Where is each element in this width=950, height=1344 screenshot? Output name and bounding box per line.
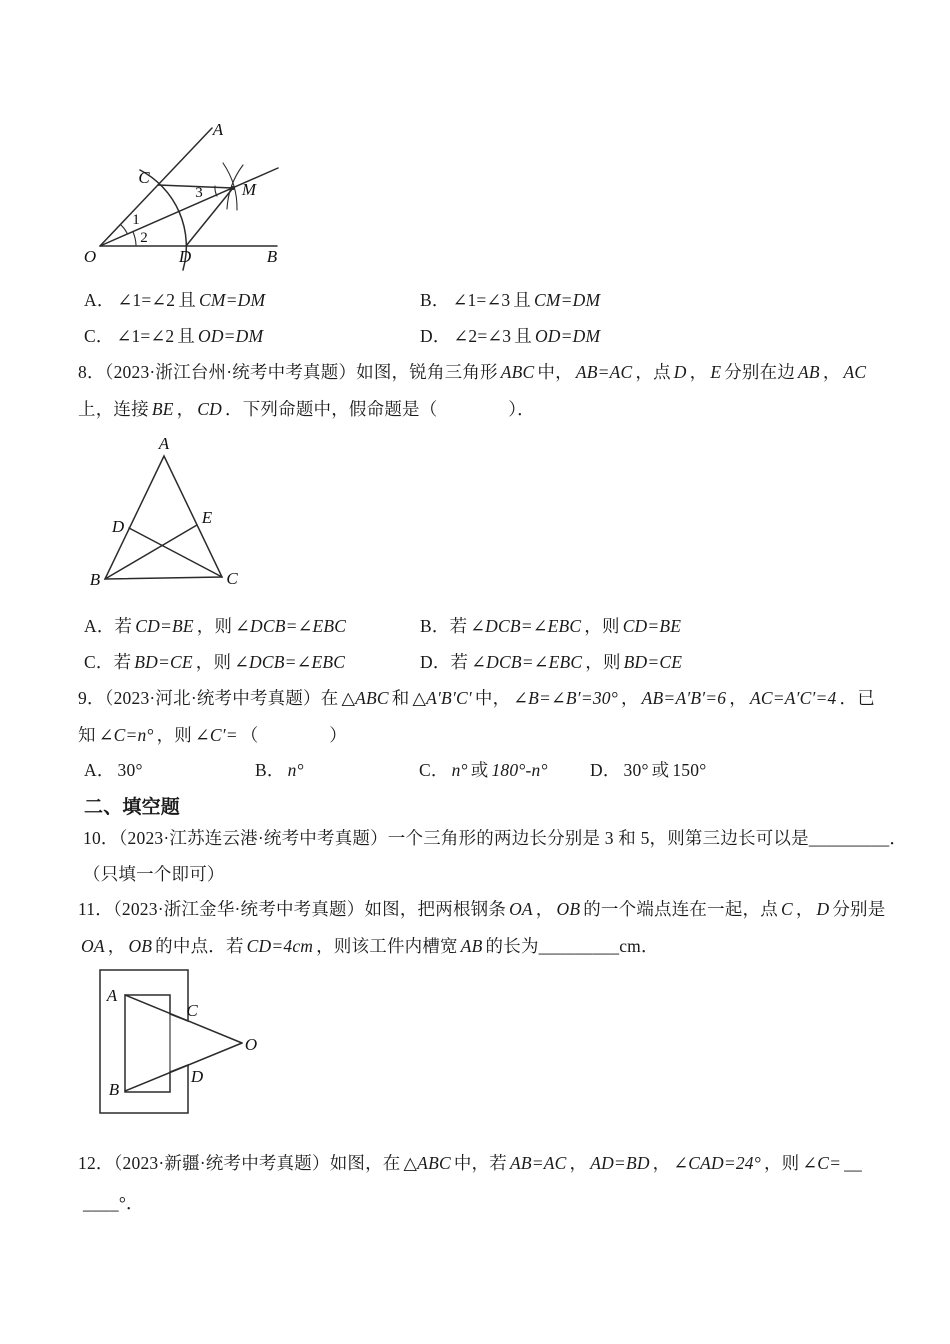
text-segment: 且 xyxy=(514,326,532,346)
text-segment: CD=BE xyxy=(622,616,682,636)
q9-option-d xyxy=(590,758,709,782)
q7-option-d xyxy=(420,324,603,348)
fig1-segment-dm xyxy=(186,188,233,246)
text-segment: 9．（2023·河北·统考中考真题）在 xyxy=(78,688,339,708)
text-segment: C．若 xyxy=(84,652,132,672)
text-segment: AD=BD xyxy=(590,1153,650,1173)
q8-option-c xyxy=(84,650,348,674)
text-segment: AB xyxy=(798,362,820,382)
text-segment: A．若 xyxy=(84,616,133,636)
text-segment: ____ xyxy=(83,1193,119,1213)
q11-text-line1 xyxy=(78,897,885,921)
fig2-triangle-abc xyxy=(85,435,250,600)
text-segment: ，则 xyxy=(156,725,193,745)
text-segment: _________ xyxy=(538,936,620,956)
text-segment: __ xyxy=(844,1153,863,1173)
text-segment: △ABC xyxy=(341,688,389,708)
q9-text-line1 xyxy=(78,686,875,710)
text-segment: 或 xyxy=(470,760,489,780)
text-segment: D． xyxy=(420,326,451,346)
text-segment: B． xyxy=(255,760,285,780)
text-segment: ．下列命题中，假命题是（ ）． xyxy=(225,399,535,419)
text-segment: 中，若 xyxy=(453,1153,507,1173)
text-segment: OD=DM xyxy=(197,326,264,346)
text-segment: ABC xyxy=(500,362,535,382)
fig3-label-b: B xyxy=(108,1080,120,1099)
text-segment: _________ xyxy=(808,828,890,848)
q12-text-line1 xyxy=(78,1151,862,1175)
fig1-label-a: A xyxy=(212,120,224,139)
text-segment: ， xyxy=(535,899,554,919)
text-segment: 的一个端点连在一起，点 xyxy=(583,899,778,919)
text-segment: ∠1=∠3 xyxy=(452,290,511,310)
fig3-workpiece-slot-diagram xyxy=(95,965,270,1125)
fig3-label-o: O xyxy=(244,1035,258,1054)
text-segment: ， xyxy=(176,399,195,419)
q7-option-c xyxy=(84,324,266,348)
text-segment: ∠1=∠2 xyxy=(116,326,175,346)
text-segment: 知 xyxy=(78,725,96,745)
text-segment: ∠DCB=∠EBC xyxy=(234,652,346,672)
text-segment: AB=A′B′=6 xyxy=(641,688,727,708)
text-segment: AB=AC xyxy=(509,1153,567,1173)
fig3-label-c: C xyxy=(186,1001,198,1020)
text-segment: ，则 xyxy=(584,616,620,636)
fig1-label-c: C xyxy=(138,168,150,187)
text-segment: ∠CAD=24° xyxy=(673,1153,761,1173)
text-segment: AB=AC xyxy=(575,362,633,382)
q10-text-line2 xyxy=(83,862,225,886)
text-segment: 且 xyxy=(177,326,195,346)
fig1-label-angle3: 3 xyxy=(195,185,203,201)
text-segment: 180°-n° xyxy=(491,760,548,780)
text-segment: BD=CE xyxy=(134,652,193,672)
fig1-label-m: M xyxy=(241,180,257,199)
text-segment: ∠DCB=∠EBC xyxy=(235,616,347,636)
text-segment: D．若 xyxy=(420,652,469,672)
text-segment: n° xyxy=(451,760,468,780)
text-segment: 中， xyxy=(474,688,511,708)
text-segment: ∠DCB=∠EBC xyxy=(470,616,582,636)
text-segment: 和 xyxy=(391,688,410,708)
text-segment: OA xyxy=(81,936,105,956)
q9-option-b xyxy=(255,758,307,782)
q12-text-line2 xyxy=(83,1191,144,1215)
text-segment: ，则 xyxy=(585,652,621,672)
text-segment: 的长为 xyxy=(485,936,539,956)
text-segment: 150° xyxy=(672,760,707,780)
text-segment: D． xyxy=(590,760,621,780)
text-segment: CD=4cm xyxy=(246,936,314,956)
text-segment: ， xyxy=(652,1153,671,1173)
text-segment: ， xyxy=(689,362,708,382)
text-segment: 的中点．若 xyxy=(155,936,244,956)
text-segment: °． xyxy=(118,1193,144,1213)
text-segment: CM=DM xyxy=(533,290,601,310)
text-segment: CM=DM xyxy=(198,290,266,310)
text-segment: ∠DCB=∠EBC xyxy=(471,652,583,672)
text-segment: 中， xyxy=(537,362,573,382)
text-segment: C xyxy=(780,899,793,919)
text-segment: ， xyxy=(569,1153,588,1173)
text-segment: （ ） xyxy=(240,725,347,745)
text-segment: 12．（2023·新疆·统考中考真题）如图，在 xyxy=(78,1153,401,1173)
text-segment: AB xyxy=(460,936,483,956)
text-segment: 分别是 xyxy=(832,899,886,919)
text-segment: ， xyxy=(107,936,126,956)
text-segment: A． xyxy=(84,760,115,780)
text-segment: OB xyxy=(556,899,581,919)
text-segment: 或 xyxy=(651,760,670,780)
text-segment: 分别在边 xyxy=(724,362,796,382)
text-segment: CD xyxy=(197,399,223,419)
text-segment: ∠2=∠3 xyxy=(453,326,512,346)
fig1-angle-bisector-construction xyxy=(60,105,300,280)
text-segment: CD=BE xyxy=(135,616,194,636)
text-segment: C． xyxy=(84,326,114,346)
q8-option-a xyxy=(84,614,349,638)
text-segment: 且 xyxy=(178,290,196,310)
text-segment: 8．（2023·浙江台州·统考中考真题）如图，锐角三角形 xyxy=(78,362,498,382)
text-segment: D xyxy=(816,899,830,919)
text-segment: ， xyxy=(795,899,814,919)
fig2-segment-cd xyxy=(129,528,222,577)
text-segment: E xyxy=(710,362,722,382)
text-segment: △A′B′C′ xyxy=(412,688,472,708)
text-segment: A． xyxy=(84,290,115,310)
fig1-angle1-arc xyxy=(121,225,127,233)
text-segment: ，则 xyxy=(763,1153,800,1173)
fig2-label-d: D xyxy=(111,517,125,536)
q9-text-line2 xyxy=(78,723,347,747)
text-segment: BD=CE xyxy=(623,652,683,672)
fig2-label-b: B xyxy=(89,570,101,589)
text-segment: （只填一个即可） xyxy=(83,864,225,884)
text-segment: ，则该工件内槽宽 xyxy=(316,936,458,956)
text-segment: AC xyxy=(843,362,867,382)
text-segment: ∠B=∠B′=30° xyxy=(513,688,618,708)
text-segment: ． xyxy=(889,828,908,848)
text-segment: 30° xyxy=(117,760,143,780)
text-segment: OB xyxy=(128,936,153,956)
text-segment: ∠C= xyxy=(802,1153,842,1173)
text-segment: OD=DM xyxy=(534,326,601,346)
fig1-label-d: D xyxy=(178,247,192,266)
fig1-label-o: O xyxy=(83,247,97,266)
text-segment: ， xyxy=(729,688,747,708)
fig1-angle2-arc xyxy=(133,232,136,245)
text-segment: ．已 xyxy=(839,688,875,708)
text-segment: ∠C′= xyxy=(195,725,238,745)
text-segment: ，点 xyxy=(635,362,671,382)
text-segment: C． xyxy=(419,760,449,780)
section-2-header: 二、填空题 xyxy=(84,797,181,818)
text-segment: 30° xyxy=(623,760,649,780)
fig2-label-c: C xyxy=(226,569,238,588)
text-segment: D xyxy=(673,362,687,382)
fig1-point-m-dot xyxy=(231,186,235,190)
fig3-rod-oa xyxy=(125,995,242,1043)
text-segment: AC=A′C′=4 xyxy=(749,688,837,708)
q11-text-line2 xyxy=(78,934,659,958)
text-segment: ∠1=∠2 xyxy=(117,290,176,310)
text-segment: OA xyxy=(509,899,533,919)
text-segment: BE xyxy=(151,399,174,419)
text-segment: cm． xyxy=(619,936,659,956)
text-segment: B．若 xyxy=(420,616,468,636)
q8-text-line1 xyxy=(78,360,869,384)
text-segment: 上，连接 xyxy=(78,399,149,419)
text-segment: 且 xyxy=(513,290,531,310)
text-segment: ， xyxy=(822,362,841,382)
fig3-rod-ob xyxy=(125,1043,242,1091)
fig1-label-angle1: 1 xyxy=(132,212,140,228)
text-segment: B． xyxy=(420,290,450,310)
text-segment: ，则 xyxy=(196,616,233,636)
text-segment: n° xyxy=(287,760,304,780)
fig2-label-e: E xyxy=(201,508,213,527)
text-segment: ，则 xyxy=(195,652,232,672)
text-segment: △ABC xyxy=(403,1153,451,1173)
fig3-label-d: D xyxy=(190,1067,204,1086)
fig1-label-angle2: 2 xyxy=(140,230,148,246)
q7-option-a xyxy=(84,288,268,312)
q9-option-c xyxy=(419,758,551,782)
fig3-label-a: A xyxy=(106,986,118,1005)
text-segment: ， xyxy=(620,688,639,708)
q8-option-d xyxy=(420,650,685,674)
text-segment: 10．（2023·江苏连云港·统考中考真题）一个三角形的两边长分别是 3 和 5，则第三边长可以是 xyxy=(83,828,809,848)
text-segment: ∠C=n° xyxy=(98,725,154,745)
q9-option-a xyxy=(84,758,146,782)
fig2-label-a: A xyxy=(158,434,170,453)
q7-option-b xyxy=(420,288,603,312)
fig1-label-b: B xyxy=(266,247,278,266)
q10-text-line1 xyxy=(83,826,907,850)
q8-option-b xyxy=(420,614,684,638)
text-segment: 11．（2023·浙江金华·统考中考真题）如图，把两根钢条 xyxy=(78,899,507,919)
q8-text-line2 xyxy=(78,397,535,421)
